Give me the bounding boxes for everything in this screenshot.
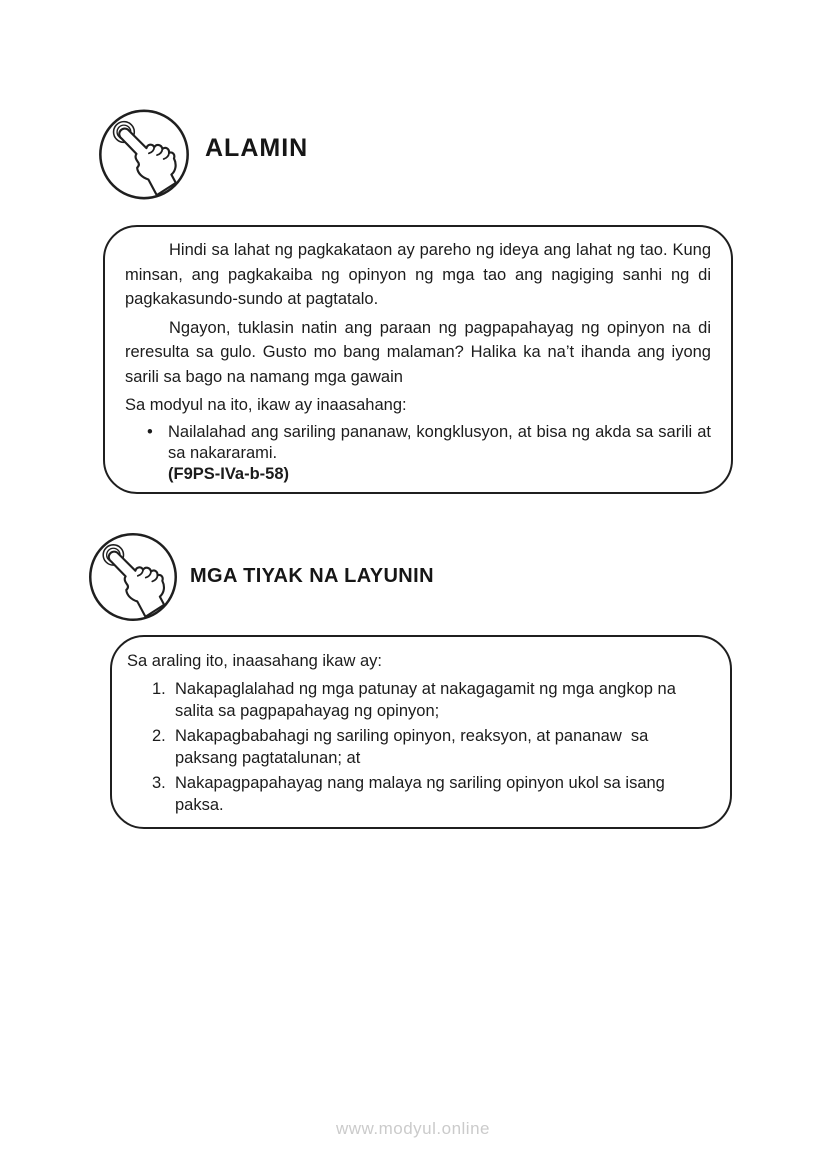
list-number: 2.	[152, 726, 166, 745]
alamin-box	[103, 225, 733, 494]
tap-gesture-icon	[87, 531, 179, 623]
competency-code: (F9PS-IVa-b-58)	[168, 464, 290, 483]
objectives-lead-in: Sa araling ito, inaasahang ikaw ay:	[127, 652, 382, 670]
bullet-marker: •	[147, 422, 153, 441]
alamin-paragraph-1: Hindi sa lahat ng pagkakataon ay pareho ng ideya ang lahat ng tao. Kung minsan, ang pagkakaiba ng opinyon ng mga tao ang nagiging sanhi ng di pagkakasundo-sundo at pagtatalo.	[125, 241, 711, 308]
layunin-heading: MGA TIYAK NA LAYUNIN	[190, 565, 434, 587]
list-number: 1.	[152, 679, 166, 698]
alamin-bullet-item	[125, 422, 711, 485]
footer-watermark-url: www.modyul.online	[335, 1119, 490, 1138]
alamin-heading: ALAMIN	[205, 134, 309, 162]
objective-item	[127, 772, 712, 816]
objectives-box	[110, 635, 732, 829]
competency-text: Nailalahad ang sariling pananaw, kongklusyon, at bisa ng akda sa sarili at sa nakararami.	[168, 422, 711, 462]
objective-text: Nakapagpapahayag nang malaya ng sariling opinyon ukol sa isang paksa.	[175, 773, 670, 814]
objective-item	[127, 678, 712, 722]
objective-text: Nakapagbabahagi ng sariling opinyon, reaksyon, at pananaw sa paksang pagtatalunan; at	[175, 726, 653, 767]
tap-gesture-icon	[97, 107, 191, 202]
list-number: 3.	[152, 773, 166, 792]
objective-item	[127, 725, 712, 769]
alamin-lead-in: Sa modyul na ito, ikaw ay inaasahang:	[125, 396, 407, 414]
alamin-paragraph-2: Ngayon, tuklasin natin ang paraan ng pagpapahayag ng opinyon na di reresulta sa gulo. Gusto mo bang malaman? Halika ka na’t ihanda ang iyong sarili sa bago na namang mga gawain	[125, 318, 711, 386]
alamin-bullet-text	[168, 422, 711, 485]
objective-text: Nakapaglalahad ng mga patunay at nakagagamit ng mga angkop na salita sa pagpapahayag ng opinyon;	[175, 679, 681, 720]
